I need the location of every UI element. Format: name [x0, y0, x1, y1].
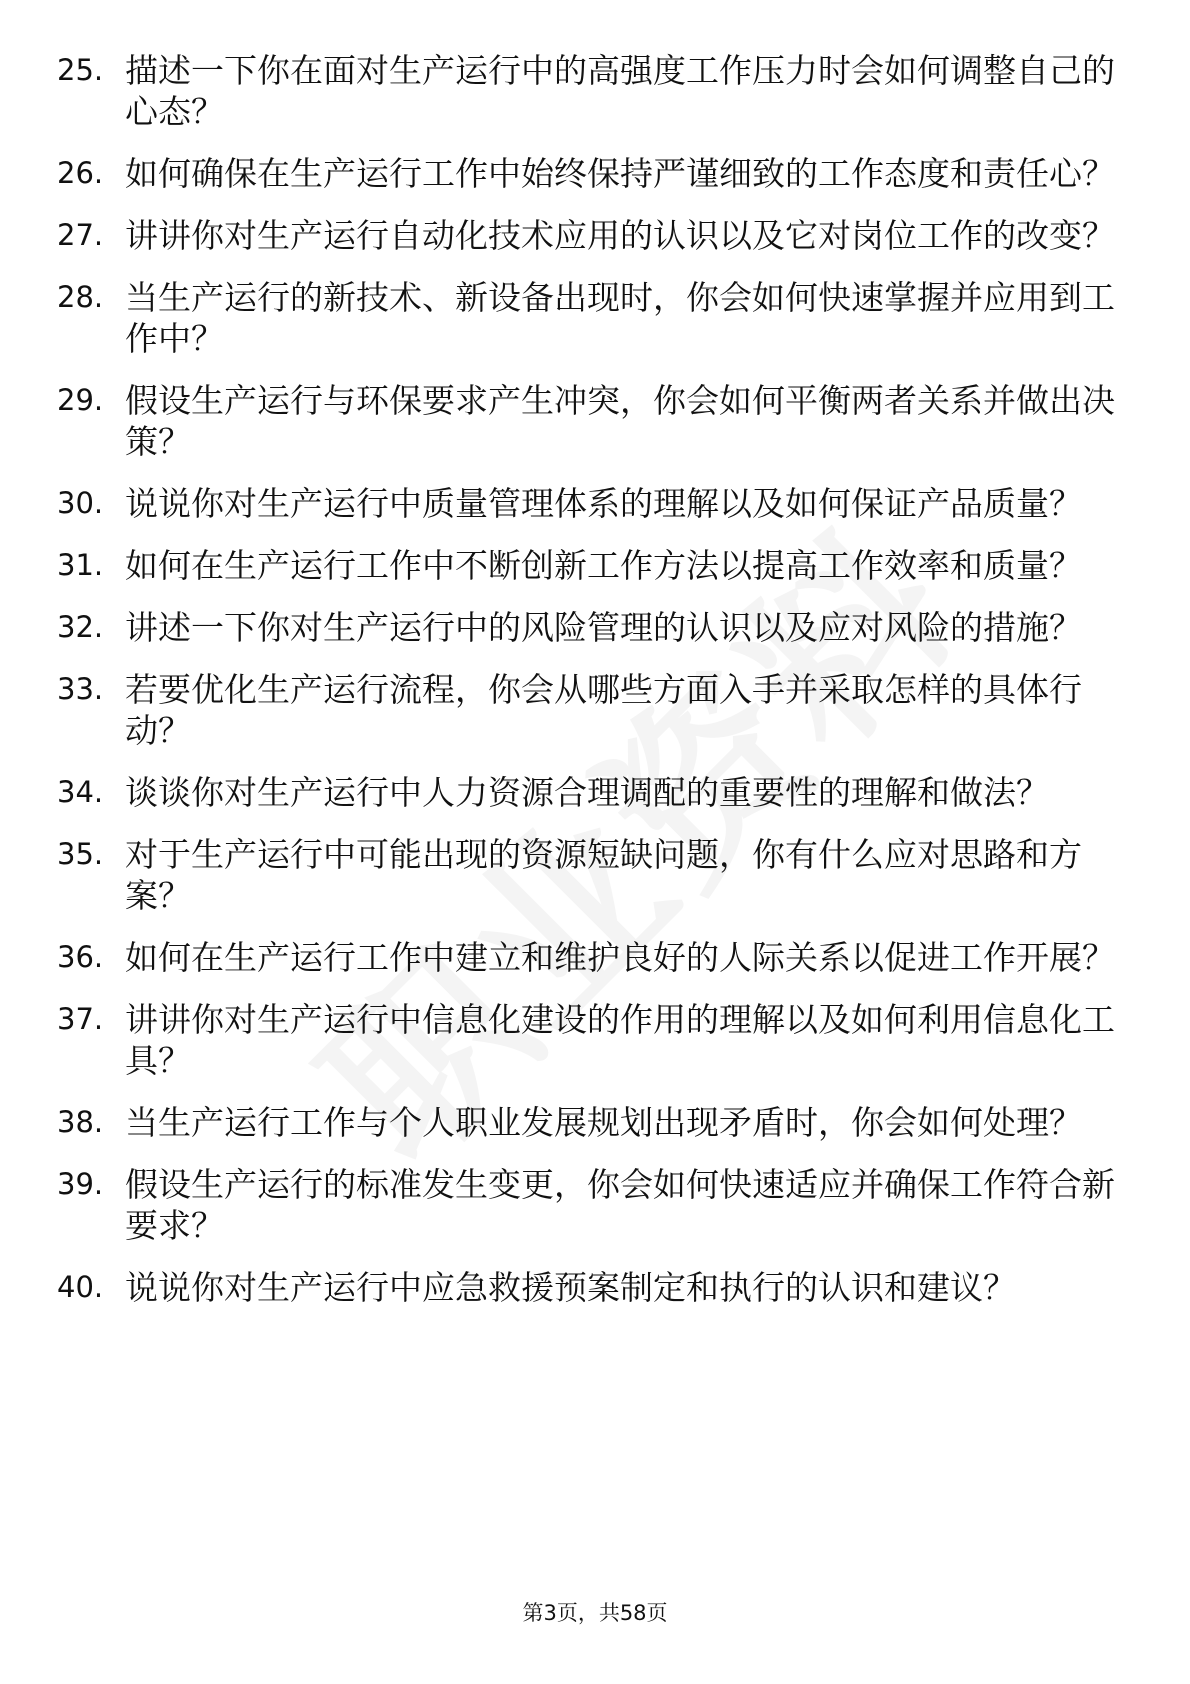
- question-item: [0, 999, 1190, 1081]
- question-item: [0, 607, 1190, 648]
- question-item: [0, 1267, 1190, 1308]
- question-text: 讲讲你对生产运行中信息化建设的作用的理解以及如何利用信息化工具？: [125, 1000, 1115, 1080]
- question-text: 讲述一下你对生产运行中的风险管理的认识以及应对风险的措施？: [125, 608, 1082, 647]
- question-number: 28.: [57, 280, 104, 314]
- question-text: 如何确保在生产运行工作中始终保持严谨细致的工作态度和责任心？: [125, 154, 1115, 193]
- question-text: 说说你对生产运行中质量管理体系的理解以及如何保证产品质量？: [125, 484, 1082, 523]
- question-item: [0, 1102, 1190, 1143]
- question-number: 33.: [57, 672, 104, 706]
- question-number: 32.: [57, 610, 104, 644]
- question-item: [0, 834, 1190, 916]
- question-list: [0, 50, 1190, 1329]
- question-number: 39.: [57, 1167, 104, 1201]
- question-text: 当生产运行工作与个人职业发展规划出现矛盾时，你会如何处理？: [125, 1103, 1082, 1142]
- question-item: [0, 772, 1190, 813]
- question-number: 40.: [57, 1270, 104, 1304]
- question-text: 假设生产运行的标准发生变更，你会如何快速适应并确保工作符合新要求？: [125, 1165, 1115, 1245]
- question-number: 34.: [57, 775, 104, 809]
- question-number: 30.: [57, 486, 104, 520]
- question-item: [0, 277, 1190, 359]
- question-text: 若要优化生产运行流程，你会从哪些方面入手并采取怎样的具体行动？: [125, 670, 1082, 750]
- question-text: 当生产运行的新技术、新设备出现时，你会如何快速掌握并应用到工作中？: [125, 278, 1115, 358]
- question-number: 25.: [57, 53, 104, 87]
- question-item: [0, 50, 1190, 132]
- question-item: [0, 215, 1190, 256]
- question-number: 27.: [57, 218, 104, 252]
- page-number: 第3页，共58页: [522, 1601, 668, 1625]
- question-text: 假设生产运行与环保要求产生冲突，你会如何平衡两者关系并做出决策？: [125, 381, 1115, 461]
- question-text: 描述一下你在面对生产运行中的高强度工作压力时会如何调整自己的心态？: [125, 51, 1115, 131]
- question-text: 讲讲你对生产运行自动化技术应用的认识以及它对岗位工作的改变？: [125, 216, 1115, 255]
- question-text: 如何在生产运行工作中不断创新工作方法以提高工作效率和质量？: [125, 546, 1082, 585]
- question-text: 谈谈你对生产运行中人力资源合理调配的重要性的理解和做法？: [125, 773, 1049, 812]
- question-text: 说说你对生产运行中应急救援预案制定和执行的认识和建议？: [125, 1268, 1016, 1307]
- question-item: [0, 1164, 1190, 1246]
- question-item: [0, 380, 1190, 462]
- page-footer: [0, 1598, 1190, 1628]
- question-item: [0, 483, 1190, 524]
- question-text: 如何在生产运行工作中建立和维护良好的人际关系以促进工作开展？: [125, 938, 1115, 977]
- question-number: 36.: [57, 940, 104, 974]
- question-item: [0, 937, 1190, 978]
- question-number: 31.: [57, 548, 104, 582]
- question-item: [0, 153, 1190, 194]
- question-number: 35.: [57, 837, 104, 871]
- question-item: [0, 545, 1190, 586]
- question-item: [0, 669, 1190, 751]
- question-number: 37.: [57, 1002, 104, 1036]
- question-number: 29.: [57, 383, 104, 417]
- question-text: 对于生产运行中可能出现的资源短缺问题，你有什么应对思路和方案？: [125, 835, 1082, 915]
- question-number: 26.: [57, 156, 104, 190]
- question-number: 38.: [57, 1105, 104, 1139]
